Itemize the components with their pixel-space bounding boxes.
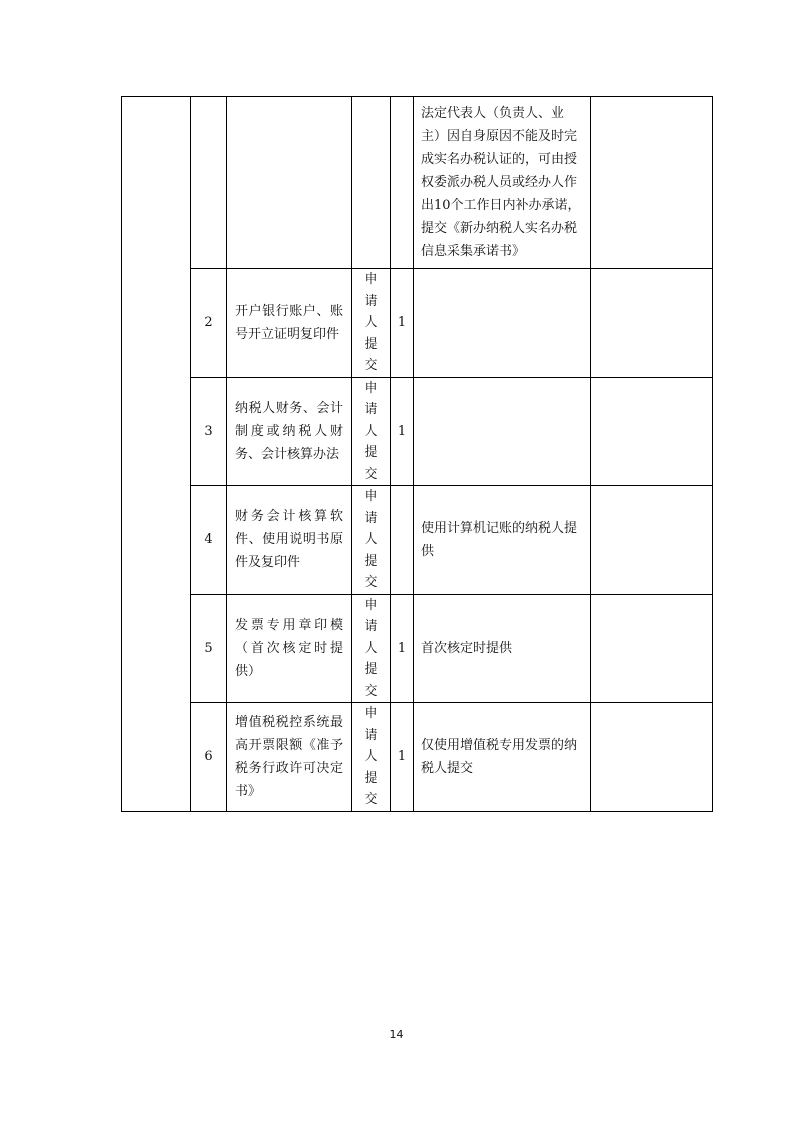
note-cell: 使用计算机记账的纳税人提供 — [414, 486, 591, 595]
material-name-cell: 财务会计核算软件、使用说明书原件及复印件 — [227, 486, 352, 595]
row-number-cell: 6 — [191, 703, 227, 812]
table-row — [122, 269, 713, 378]
count-cell: 1 — [391, 269, 414, 378]
extra-cell — [591, 594, 713, 703]
source-cell — [352, 594, 391, 703]
source-text: 申请人提交 — [364, 489, 378, 590]
table-row — [122, 377, 713, 486]
row-number-cell: 4 — [191, 486, 227, 595]
source-text: 申请人提交 — [364, 597, 378, 699]
source-cell — [352, 703, 391, 812]
table-row — [122, 486, 713, 595]
extra-cell — [591, 486, 713, 595]
source-text: 申请人提交 — [364, 706, 378, 807]
row-number-cell: 5 — [191, 594, 227, 703]
extra-cell — [591, 703, 713, 812]
table-row — [122, 594, 713, 703]
row-number-cell — [191, 97, 227, 269]
table-row — [122, 97, 713, 269]
row-number-cell: 3 — [191, 377, 227, 486]
extra-cell — [591, 377, 713, 486]
material-name-cell — [227, 97, 352, 269]
materials-table — [121, 96, 713, 812]
material-name-cell: 纳税人财务、会计制度或纳税人财务、会计核算办法 — [227, 377, 352, 486]
row-number-cell: 2 — [191, 269, 227, 378]
material-name-cell: 增值税税控系统最高开票限额《准予税务行政许可决定书》 — [227, 703, 352, 812]
note-cell — [414, 377, 591, 486]
note-cell — [414, 269, 591, 378]
note-cell: 法定代表人（负责人、业主）因自身原因不能及时完成实名办税认证的，可由授权委派办税人员或经办人作出10个工作日内补办承诺，提交《新办纳税人实名办税信息采集承诺书》 — [414, 97, 591, 269]
source-cell — [352, 486, 391, 595]
note-cell: 仅使用增值税专用发票的纳税人提交 — [414, 703, 591, 812]
count-cell — [391, 486, 414, 595]
table-row — [122, 703, 713, 812]
source-text: 申请人提交 — [364, 272, 378, 373]
count-cell: 1 — [391, 594, 414, 703]
extra-cell — [591, 269, 713, 378]
count-cell — [391, 97, 414, 269]
category-cell — [122, 97, 191, 812]
note-cell: 首次核定时提供 — [414, 594, 591, 703]
material-name-cell: 发票专用章印模（首次核定时提供） — [227, 594, 352, 703]
source-cell — [352, 97, 391, 269]
source-cell — [352, 269, 391, 378]
count-cell: 1 — [391, 377, 414, 486]
source-cell — [352, 377, 391, 486]
extra-cell — [591, 97, 713, 269]
source-text: 申请人提交 — [364, 380, 378, 482]
page-number: 14 — [389, 1028, 404, 1041]
count-cell: 1 — [391, 703, 414, 812]
material-name-cell: 开户银行账户、账号开立证明复印件 — [227, 269, 352, 378]
